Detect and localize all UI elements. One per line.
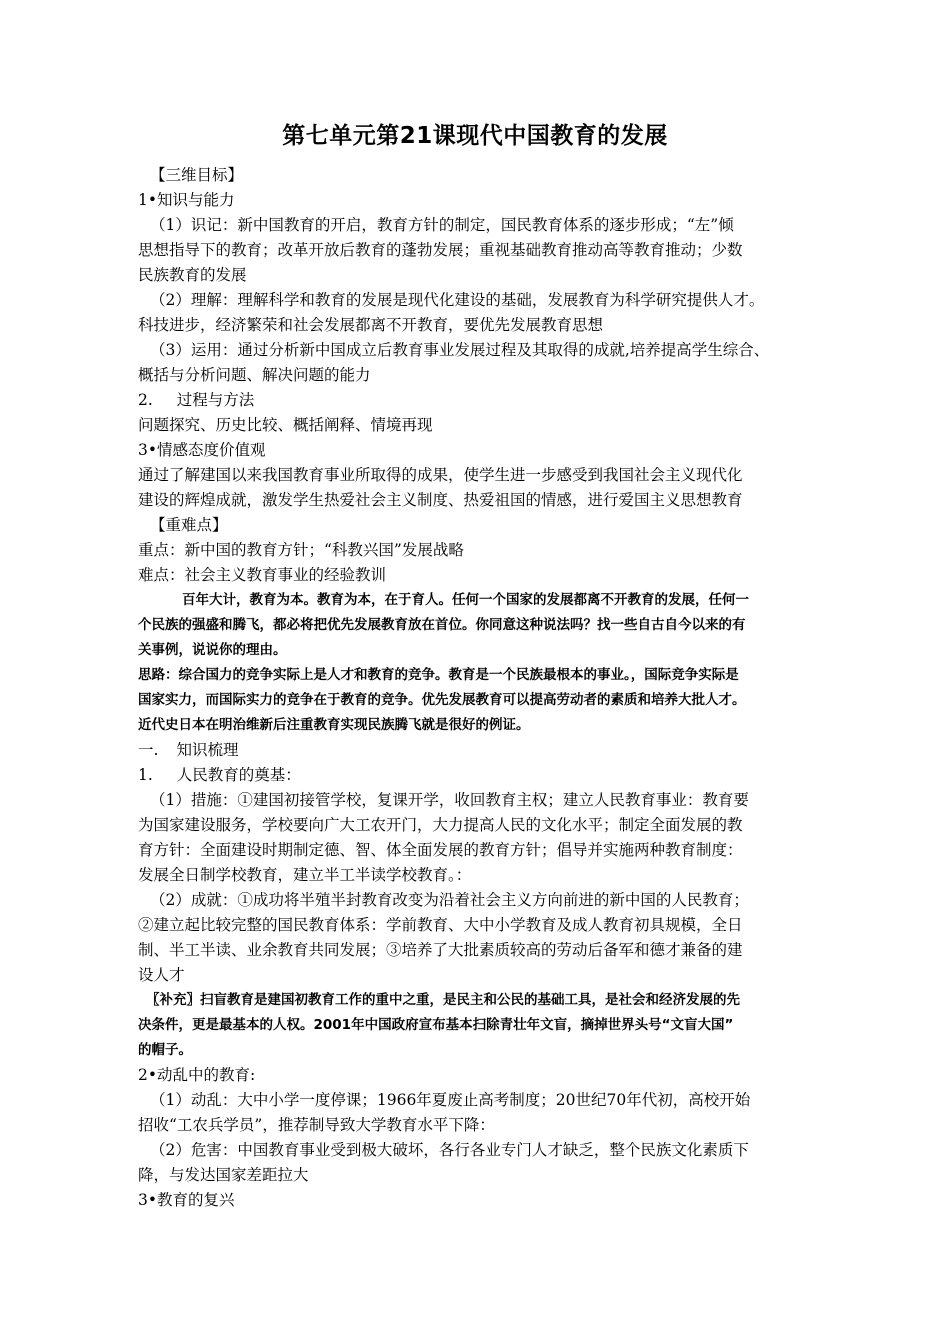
paragraph-line: （2）理解：理解科学和教育的发展是现代化建设的基础，发展教育为科学研究提供人才。 bbox=[150, 291, 765, 309]
paragraph-line: 通过了解建国以来我国教育事业所取得的成果，使学生进一步感受到我国社会主义现代化 bbox=[138, 466, 743, 484]
subheading: 2•动乱中的教育: bbox=[138, 1066, 256, 1084]
document-body bbox=[138, 163, 828, 1213]
section-heading bbox=[138, 738, 828, 763]
subheading: 1•知识与能力 bbox=[138, 191, 235, 209]
paragraph-line: （2）危害：中国教育事业受到极大破坏，各行各业专门人才缺乏，整个民族文化素质下 bbox=[150, 1141, 749, 1159]
section-heading: 【三维目标】 bbox=[150, 166, 244, 184]
subheading bbox=[138, 763, 828, 788]
paragraph-line: （1）识记：新中国教育的开启，教育方针的制定，国民教育体系的逐步形成；“左”倾 bbox=[150, 216, 734, 234]
paragraph-line: 建设的辉煌成就，激发学生热爱社会主义制度、热爱祖国的情感，进行爱国主义思想教育 bbox=[138, 491, 743, 509]
bold-paragraph-line: 个民族的强盛和腾飞，都必将把优先发展教育放在首位。你同意这种说法吗？找一些自古自今以来的有 bbox=[138, 617, 746, 633]
subheading-text: 人民教育的奠基： bbox=[176, 766, 301, 784]
paragraph-line: 为国家建设服务，学校要向广大工农开门，大力提高人民的文化水平；制定全面发展的教 bbox=[138, 816, 743, 834]
paragraph-line: （2）成就：①成功将半殖半封教育改变为沿着社会主义方向前进的新中国的人民教育； bbox=[150, 891, 749, 909]
bold-paragraph-line: 关事例，说说你的理由。 bbox=[138, 642, 287, 658]
list-number: 一. bbox=[138, 741, 159, 759]
bold-paragraph-line: 百年大计，教育为本。教育为本，在于育人。任何一个国家的发展都离不开教育的发展，任何一 bbox=[182, 592, 749, 608]
paragraph-line: （1）措施：①建国初接管学校，复课开学，收回教育主权；建立人民教育事业：教育要 bbox=[150, 791, 749, 809]
subheading: 3•情感态度价值观 bbox=[138, 441, 266, 459]
paragraph-line: 概括与分析问题、解决问题的能力 bbox=[138, 366, 371, 384]
bold-paragraph-line: 国家实力，而国际实力的竞争在于教育的竞争。优先发展教育可以提高劳动者的素质和培养大批人才。 bbox=[138, 692, 746, 708]
paragraph-line: 发展全日制学校教育，建立半工半读学校教育。： bbox=[138, 866, 472, 884]
paragraph-line: 难点：社会主义教育事业的经验教训 bbox=[138, 566, 387, 584]
paragraph-line: （1）动乱：大中小学一度停课；1966年夏废止高考制度；20世纪70年代初，高校开始 bbox=[150, 1091, 751, 1109]
paragraph-line: 降，与发达国家差距拉大 bbox=[138, 1166, 309, 1184]
paragraph-line: 制、半工半读、业余教育共同发展；③培养了大批素质较高的劳动后备军和德才兼备的建 bbox=[138, 941, 743, 959]
page-title: 第七单元第21课现代中国教育的发展 bbox=[282, 123, 668, 149]
paragraph-line: 招收“工农兵学员”，推荐制导致大学教育水平下降： bbox=[138, 1116, 495, 1134]
subheading: 3•教育的复兴 bbox=[138, 1191, 235, 1209]
subheading-text: 过程与方法 bbox=[176, 391, 255, 409]
paragraph-line: 设人才 bbox=[138, 966, 185, 984]
bold-paragraph-line: 决条件，更是最基本的人权。2001年中国政府宣布基本扫除青壮年文盲，摘掉世界头号“文盲大国” bbox=[138, 1017, 734, 1033]
section-heading: 【重难点】 bbox=[150, 516, 228, 534]
paragraph-line: 重点：新中国的教育方针；“科教兴国”发展战略 bbox=[138, 541, 464, 559]
bold-paragraph-line: 近代史日本在明治维新后注重教育实现民族腾飞就是很好的例证。 bbox=[138, 717, 530, 733]
paragraph-line: 民族教育的发展 bbox=[138, 266, 247, 284]
paragraph-line: 科技进步，经济繁荣和社会发展都离不开教育，要优先发展教育思想 bbox=[138, 316, 604, 334]
list-number: 1. bbox=[138, 766, 153, 784]
section-heading-text: 知识梳理 bbox=[176, 741, 239, 759]
paragraph-line: 问题探究、历史比较、概括阐释、情境再现 bbox=[138, 416, 433, 434]
paragraph-line: ②建立起比较完整的国民教育体系：学前教育、大中小学教育及成人教育初具规模，全日 bbox=[138, 916, 743, 934]
bold-paragraph-line: 的帽子。 bbox=[138, 1042, 192, 1058]
subheading bbox=[138, 388, 828, 413]
paragraph-line: （3）运用：通过分析新中国成立后教育事业发展过程及其取得的成就,培养提高学生综合、 bbox=[150, 341, 770, 359]
paragraph-line: 育方针：全面建设时期制定德、智、体全面发展的教育方针；倡导并实施两种教育制度： bbox=[138, 841, 743, 859]
list-number: 2. bbox=[138, 391, 153, 409]
paragraph-line: 思想指导下的教育；改革开放后教育的蓬勃发展；重视基础教育推动高等教育推动；少数 bbox=[138, 241, 743, 259]
bold-paragraph-line: 〖补充〗扫盲教育是建国初教育工作的重中之重，是民主和公民的基础工具，是社会和经济发展的先 bbox=[146, 992, 740, 1008]
bold-paragraph-line: 思路：综合国力的竞争实际上是人才和教育的竞争。教育是一个民族最根本的事业。，国际竞争实际是 bbox=[138, 667, 739, 683]
